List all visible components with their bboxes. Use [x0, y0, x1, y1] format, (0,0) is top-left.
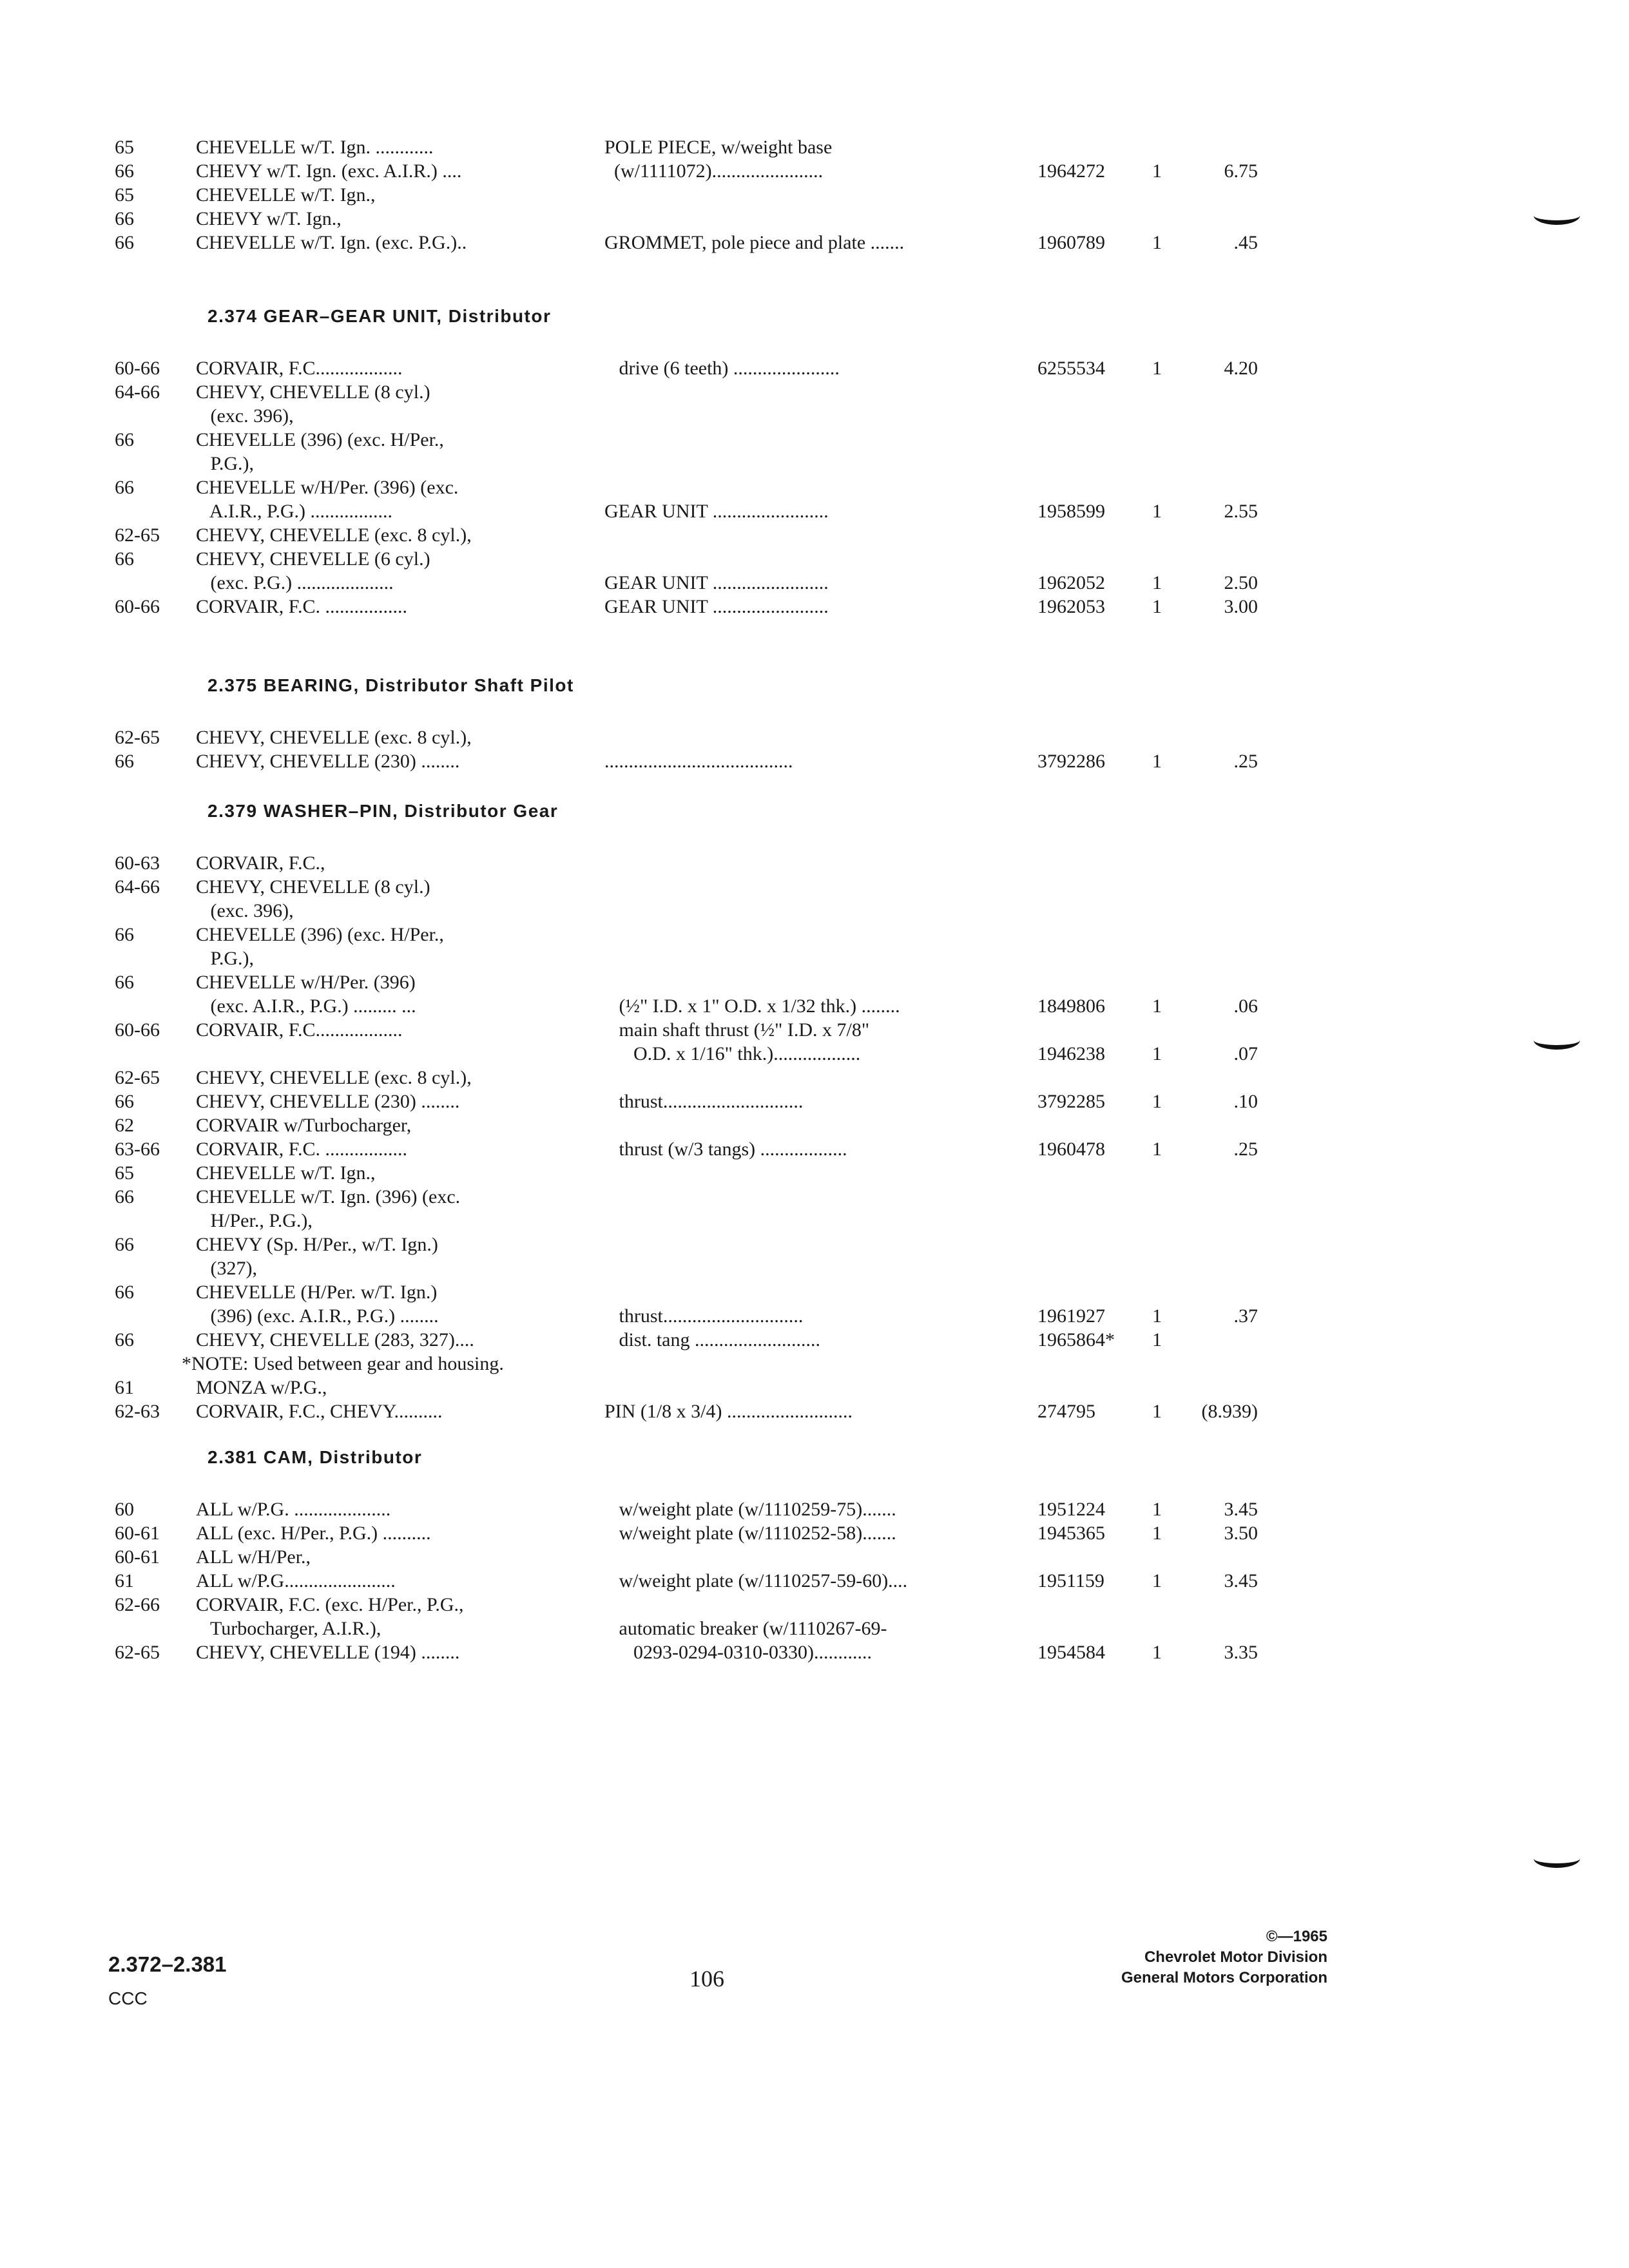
quantity-cell: 1 [1152, 751, 1162, 772]
model-cell: (327), [196, 1258, 257, 1279]
year-cell: 60 [115, 1499, 134, 1520]
model-cell: MONZA w/P.G., [196, 1377, 327, 1398]
quantity-cell: 1 [1152, 596, 1162, 617]
description-cell: thrust (w/3 tangs) .................. [604, 1139, 847, 1160]
model-cell: CORVAIR, F.C. (exc. H/Per., P.G., [196, 1594, 464, 1615]
table-row [0, 380, 1629, 404]
part-number-cell: 1961927 [1037, 1305, 1105, 1327]
price-cell: 3.45 [1224, 1570, 1258, 1591]
model-cell: CHEVELLE w/T. Ign. (396) (exc. [196, 1186, 461, 1207]
model-cell: (exc. 396), [196, 900, 294, 921]
table-row [0, 1137, 1629, 1161]
binder-hole-mark [1534, 206, 1580, 225]
model-cell: CHEVY w/T. Ign. (exc. A.I.R.) .... [196, 160, 462, 182]
year-cell: 64-66 [115, 876, 160, 898]
part-number-cell: 1962053 [1037, 596, 1105, 617]
model-cell: ALL w/P.G. .................... [196, 1499, 391, 1520]
price-cell: 2.55 [1224, 501, 1258, 522]
model-cell: CHEVY, CHEVELLE (8 cyl.) [196, 381, 430, 403]
part-number-cell: 1958599 [1037, 501, 1105, 522]
table-row [0, 404, 1629, 428]
model-cell: (exc. P.G.) .................... [196, 572, 394, 593]
price-cell: .45 [1233, 232, 1258, 253]
year-cell: 66 [115, 232, 134, 253]
model-cell: CHEVY, CHEVELLE (8 cyl.) [196, 876, 430, 898]
year-cell: 65 [115, 184, 134, 206]
section-heading: 2.374 GEAR–GEAR UNIT, Distributor [207, 306, 552, 326]
price-cell: .07 [1233, 1043, 1258, 1064]
year-cell: 66 [115, 477, 134, 498]
model-cell: CHEVY, CHEVELLE (230) ........ [196, 1091, 460, 1112]
table-row [0, 207, 1629, 231]
table-row [0, 749, 1629, 773]
table-row [0, 595, 1629, 619]
part-number-cell: 1946238 [1037, 1043, 1105, 1064]
corporation: General Motors Corporation [1121, 1969, 1327, 1986]
quantity-cell: 1 [1152, 1401, 1162, 1422]
table-row [0, 356, 1629, 380]
table-row [0, 1569, 1629, 1593]
price-cell: (8.939) [1201, 1401, 1258, 1422]
price-cell: 3.35 [1224, 1642, 1258, 1663]
model-cell: ALL w/H/Per., [196, 1546, 311, 1568]
table-row [0, 571, 1629, 595]
year-cell: 62-65 [115, 1067, 160, 1088]
model-cell: P.G.), [196, 453, 255, 474]
year-cell: 66 [115, 972, 134, 993]
description-cell: (½" I.D. x 1" O.D. x 1/32 thk.) ........ [604, 995, 900, 1017]
year-cell: 66 [115, 1091, 134, 1112]
description-cell: GEAR UNIT ........................ [604, 596, 829, 617]
year-cell: 66 [115, 1186, 134, 1207]
year-cell: 64-66 [115, 381, 160, 403]
table-row [0, 1042, 1629, 1066]
price-cell: .25 [1233, 1139, 1258, 1160]
price-cell: 3.00 [1224, 596, 1258, 617]
table-row [0, 231, 1629, 255]
division: Chevrolet Motor Division [1144, 1948, 1327, 1966]
part-number-cell: 1849806 [1037, 995, 1105, 1017]
table-row [0, 452, 1629, 476]
table-row [0, 547, 1629, 571]
description-cell: thrust............................. [604, 1091, 804, 1112]
price-cell: .37 [1233, 1305, 1258, 1327]
model-cell: CORVAIR, F.C.................. [196, 358, 403, 379]
year-cell: 60-66 [115, 596, 160, 617]
quantity-cell: 1 [1152, 1642, 1162, 1663]
model-cell: CHEVY (Sp. H/Per., w/T. Ign.) [196, 1234, 438, 1255]
year-cell: 62 [115, 1115, 134, 1136]
table-row [0, 899, 1629, 923]
model-cell: CORVAIR, F.C.................. [196, 1019, 403, 1041]
binder-hole-mark [1534, 1031, 1580, 1050]
copyright: ©—1965 [1266, 1928, 1327, 1945]
model-cell: CHEVY, CHEVELLE (230) ........ [196, 751, 460, 772]
table-row [0, 1280, 1629, 1304]
part-number-cell: 274795 [1037, 1401, 1095, 1422]
table-row [0, 159, 1629, 183]
note-text: *NOTE: Used between gear and housing. [182, 1353, 504, 1374]
model-cell: CHEVELLE (H/Per. w/T. Ign.) [196, 1282, 438, 1303]
model-cell: CORVAIR, F.C., [196, 852, 325, 874]
model-cell: (exc. 396), [196, 405, 294, 427]
table-row [0, 1399, 1629, 1423]
model-cell: CORVAIR, F.C. ................. [196, 1139, 408, 1160]
section-heading: 2.375 BEARING, Distributor Shaft Pilot [207, 675, 574, 695]
price-cell: 3.45 [1224, 1499, 1258, 1520]
table-row [0, 428, 1629, 452]
quantity-cell: 1 [1152, 501, 1162, 522]
quantity-cell: 1 [1152, 1043, 1162, 1064]
part-number-cell: 1951224 [1037, 1499, 1105, 1520]
year-cell: 61 [115, 1570, 134, 1591]
quantity-cell: 1 [1152, 358, 1162, 379]
quantity-cell: 1 [1152, 1523, 1162, 1544]
section-range: 2.372–2.381 [108, 1952, 227, 1976]
table-row [0, 947, 1629, 970]
description-cell: w/weight plate (w/1110252-58)....... [604, 1523, 896, 1544]
year-cell: 60-66 [115, 1019, 160, 1041]
price-cell: 6.75 [1224, 160, 1258, 182]
table-row [0, 1066, 1629, 1090]
part-number-cell: 1965864* [1037, 1329, 1115, 1350]
year-cell: 66 [115, 208, 134, 229]
table-row [0, 1328, 1629, 1352]
year-cell: 66 [115, 429, 134, 450]
table-row [0, 135, 1629, 159]
description-cell: thrust............................. [604, 1305, 804, 1327]
year-cell: 62-63 [115, 1401, 160, 1422]
model-cell: CHEVELLE w/H/Per. (396) [196, 972, 416, 993]
description-cell: ....................................... [604, 751, 793, 772]
year-cell: 62-65 [115, 524, 160, 546]
year-cell: 66 [115, 924, 134, 945]
year-cell: 66 [115, 1329, 134, 1350]
part-number-cell: 6255534 [1037, 358, 1105, 379]
model-cell: CHEVELLE w/T. Ign., [196, 184, 376, 206]
year-cell: 60-63 [115, 852, 160, 874]
table-row [0, 1497, 1629, 1521]
description-cell: GROMMET, pole piece and plate ....... [604, 232, 905, 253]
table-row [0, 183, 1629, 207]
part-number-cell: 1951159 [1037, 1570, 1104, 1591]
part-number-cell: 1962052 [1037, 572, 1105, 593]
price-cell: .06 [1233, 995, 1258, 1017]
year-cell: 62-65 [115, 727, 160, 748]
model-cell: CHEVELLE w/T. Ign. (exc. P.G.).. [196, 232, 467, 253]
description-cell: GEAR UNIT ........................ [604, 572, 829, 593]
year-cell: 62-65 [115, 1642, 160, 1663]
year-cell: 61 [115, 1377, 134, 1398]
part-number-cell: 1954584 [1037, 1642, 1105, 1663]
footer-code: CCC [108, 1988, 148, 2008]
table-row [0, 1593, 1629, 1617]
description-cell: main shaft thrust (½" I.D. x 7/8" [604, 1019, 870, 1041]
price-cell: .25 [1233, 751, 1258, 772]
model-cell: CHEVELLE (396) (exc. H/Per., [196, 429, 444, 450]
description-cell: GEAR UNIT ........................ [604, 501, 829, 522]
table-row [0, 1018, 1629, 1042]
table-row [0, 1617, 1629, 1640]
table-row [0, 994, 1629, 1018]
table-row [0, 1304, 1629, 1328]
table-row [0, 1545, 1629, 1569]
model-cell: P.G.), [196, 948, 255, 969]
model-cell: CHEVELLE w/H/Per. (396) (exc. [196, 477, 459, 498]
model-cell: (exc. A.I.R., P.G.) ......... ... [196, 995, 416, 1017]
description-cell: POLE PIECE, w/weight base [604, 137, 833, 158]
section-heading: 2.379 WASHER–PIN, Distributor Gear [207, 801, 559, 821]
table-row [0, 970, 1629, 994]
table-row [0, 851, 1629, 875]
quantity-cell: 1 [1152, 1499, 1162, 1520]
price-cell: 2.50 [1224, 572, 1258, 593]
quantity-cell: 1 [1152, 1091, 1162, 1112]
table-row [0, 1113, 1629, 1137]
table-row [0, 1376, 1629, 1399]
price-cell: 3.50 [1224, 1523, 1258, 1544]
table-row [0, 1209, 1629, 1233]
table-row [0, 476, 1629, 499]
part-number-cell: 1964272 [1037, 160, 1105, 182]
description-cell: (w/1111072)....................... [604, 160, 824, 182]
model-cell: CORVAIR w/Turbocharger, [196, 1115, 412, 1136]
table-row [0, 1233, 1629, 1256]
year-cell: 65 [115, 137, 134, 158]
model-cell: CORVAIR, F.C., CHEVY.......... [196, 1401, 443, 1422]
description-cell: dist. tang .......................... [604, 1329, 820, 1350]
model-cell: (396) (exc. A.I.R., P.G.) ........ [196, 1305, 439, 1327]
part-number-cell: 3792286 [1037, 751, 1105, 772]
table-row [0, 923, 1629, 947]
quantity-cell: 1 [1152, 1305, 1162, 1327]
year-cell: 65 [115, 1162, 134, 1184]
year-cell: 62-66 [115, 1594, 160, 1615]
table-row [0, 1161, 1629, 1185]
table-row [0, 875, 1629, 899]
table-row [0, 1352, 1629, 1376]
table-row [0, 1090, 1629, 1113]
model-cell: CHEVY, CHEVELLE (exc. 8 cyl.), [196, 727, 472, 748]
table-row [0, 523, 1629, 547]
model-cell: CHEVY, CHEVELLE (6 cyl.) [196, 548, 430, 570]
quantity-cell: 1 [1152, 160, 1162, 182]
quantity-cell: 1 [1152, 1329, 1162, 1350]
year-cell: 66 [115, 1234, 134, 1255]
part-number-cell: 1960789 [1037, 232, 1105, 253]
price-cell: 4.20 [1224, 358, 1258, 379]
model-cell: CHEVY, CHEVELLE (exc. 8 cyl.), [196, 1067, 472, 1088]
model-cell: ALL w/P.G....................... [196, 1570, 396, 1591]
quantity-cell: 1 [1152, 572, 1162, 593]
description-cell: automatic breaker (w/1110267-69- [604, 1618, 887, 1639]
model-cell: CHEVY, CHEVELLE (exc. 8 cyl.), [196, 524, 472, 546]
quantity-cell: 1 [1152, 1139, 1162, 1160]
model-cell: CHEVY, CHEVELLE (283, 327).... [196, 1329, 474, 1350]
table-row [0, 1256, 1629, 1280]
binder-hole-mark [1534, 1849, 1580, 1868]
model-cell: Turbocharger, A.I.R.), [196, 1618, 381, 1639]
model-cell: CHEVELLE w/T. Ign. ............ [196, 137, 434, 158]
part-number-cell: 3792285 [1037, 1091, 1105, 1112]
year-cell: 60-66 [115, 358, 160, 379]
part-number-cell: 1960478 [1037, 1139, 1105, 1160]
publisher-block [1070, 1927, 1327, 1988]
table-row [0, 1640, 1629, 1664]
footer-section-range [108, 1952, 227, 2009]
year-cell: 66 [115, 160, 134, 182]
model-cell: CHEVELLE w/T. Ign., [196, 1162, 376, 1184]
year-cell: 66 [115, 751, 134, 772]
model-cell: CORVAIR, F.C. ................. [196, 596, 408, 617]
quantity-cell: 1 [1152, 995, 1162, 1017]
table-row [0, 499, 1629, 523]
description-cell: w/weight plate (w/1110259-75)....... [604, 1499, 896, 1520]
year-cell: 60-61 [115, 1546, 160, 1568]
quantity-cell: 1 [1152, 1570, 1162, 1591]
quantity-cell: 1 [1152, 232, 1162, 253]
description-cell: 0293-0294-0310-0330)............ [604, 1642, 872, 1663]
model-cell: CHEVELLE (396) (exc. H/Per., [196, 924, 444, 945]
model-cell: A.I.R., P.G.) ................. [196, 501, 393, 522]
description-cell: w/weight plate (w/1110257-59-60).... [604, 1570, 908, 1591]
year-cell: 63-66 [115, 1139, 160, 1160]
year-cell: 66 [115, 548, 134, 570]
section-heading: 2.381 CAM, Distributor [207, 1447, 423, 1467]
page-number: 106 [689, 1966, 724, 1992]
model-cell: ALL (exc. H/Per., P.G.) .......... [196, 1523, 431, 1544]
description-cell: PIN (1/8 x 3/4) .......................... [604, 1401, 853, 1422]
model-cell: CHEVY w/T. Ign., [196, 208, 342, 229]
part-number-cell: 1945365 [1037, 1523, 1105, 1544]
table-row [0, 1185, 1629, 1209]
year-cell: 60-61 [115, 1523, 160, 1544]
description-cell: drive (6 teeth) ...................... [604, 358, 840, 379]
description-cell: O.D. x 1/16" thk.).................. [604, 1043, 861, 1064]
model-cell: H/Per., P.G.), [196, 1210, 313, 1231]
model-cell: CHEVY, CHEVELLE (194) ........ [196, 1642, 460, 1663]
table-row [0, 726, 1629, 749]
year-cell: 66 [115, 1282, 134, 1303]
table-row [0, 1521, 1629, 1545]
price-cell: .10 [1233, 1091, 1258, 1112]
